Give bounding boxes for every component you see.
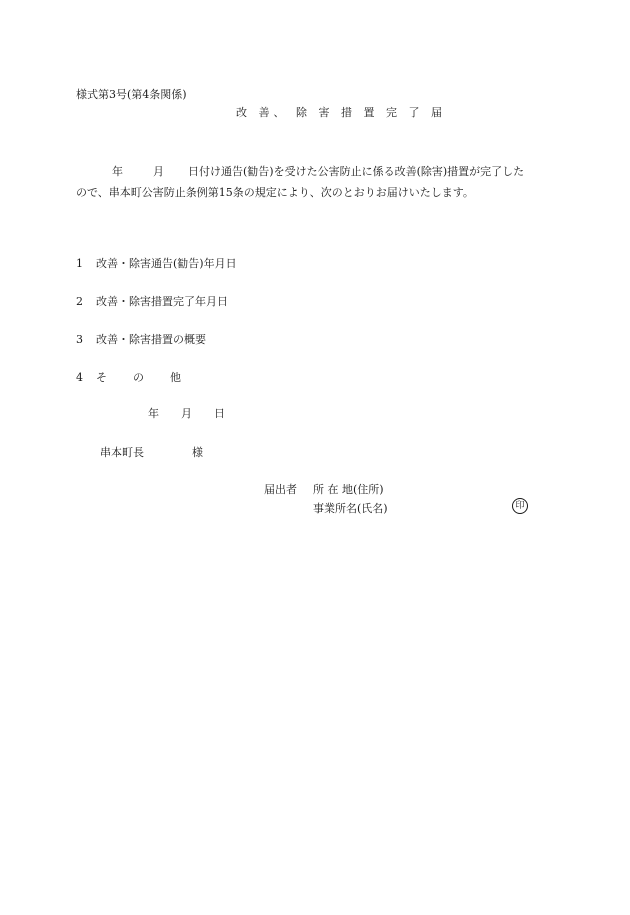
item-completion-date [76, 293, 228, 309]
date-day: 日 [214, 407, 225, 420]
body-line-1-text: 日付け通告(勧告)を受けた公害防止に係る改善(除害)措置が完了した [188, 165, 525, 178]
body-text [76, 161, 556, 203]
body-line-2: ので、串本町公害防止条例第15条の規定により、次のとおりお届けいたします。 [76, 186, 474, 199]
item-notice-date [76, 255, 237, 271]
item-number: 1 [76, 257, 83, 270]
body-month: 月 [153, 165, 164, 178]
addressee-honorific: 様 [192, 446, 203, 459]
item-label: 改善・除害通告(勧告)年月日 [96, 257, 237, 270]
item-label-part: そ [96, 371, 107, 384]
item-number: 2 [76, 295, 83, 308]
body-year: 年 [112, 165, 123, 178]
item-label: 改善・除害措置の概要 [96, 333, 206, 346]
business-name-label: 事業所名(氏名) [313, 502, 388, 515]
document-title: 改 善、 除 害 措 置 完 了 届 [236, 106, 446, 119]
item-number: 3 [76, 333, 83, 346]
submission-date [148, 405, 225, 421]
seal-icon: 印 [512, 498, 528, 514]
date-month: 月 [181, 407, 192, 420]
item-label-part: 他 [170, 371, 181, 384]
item-number: 4 [76, 371, 83, 384]
address-label: 所 在 地(住所) [313, 483, 384, 496]
item-other [76, 369, 181, 385]
item-label-part: の [133, 371, 144, 384]
form-number: 様式第3号(第4条関係) [76, 88, 187, 101]
body-line-1 [76, 161, 556, 182]
date-year: 年 [148, 407, 159, 420]
applicant-label: 届出者 [264, 483, 297, 496]
item-label: 改善・除害措置完了年月日 [96, 295, 228, 308]
item-summary [76, 331, 206, 347]
addressee [100, 444, 203, 460]
addressee-name: 串本町長 [100, 446, 144, 459]
